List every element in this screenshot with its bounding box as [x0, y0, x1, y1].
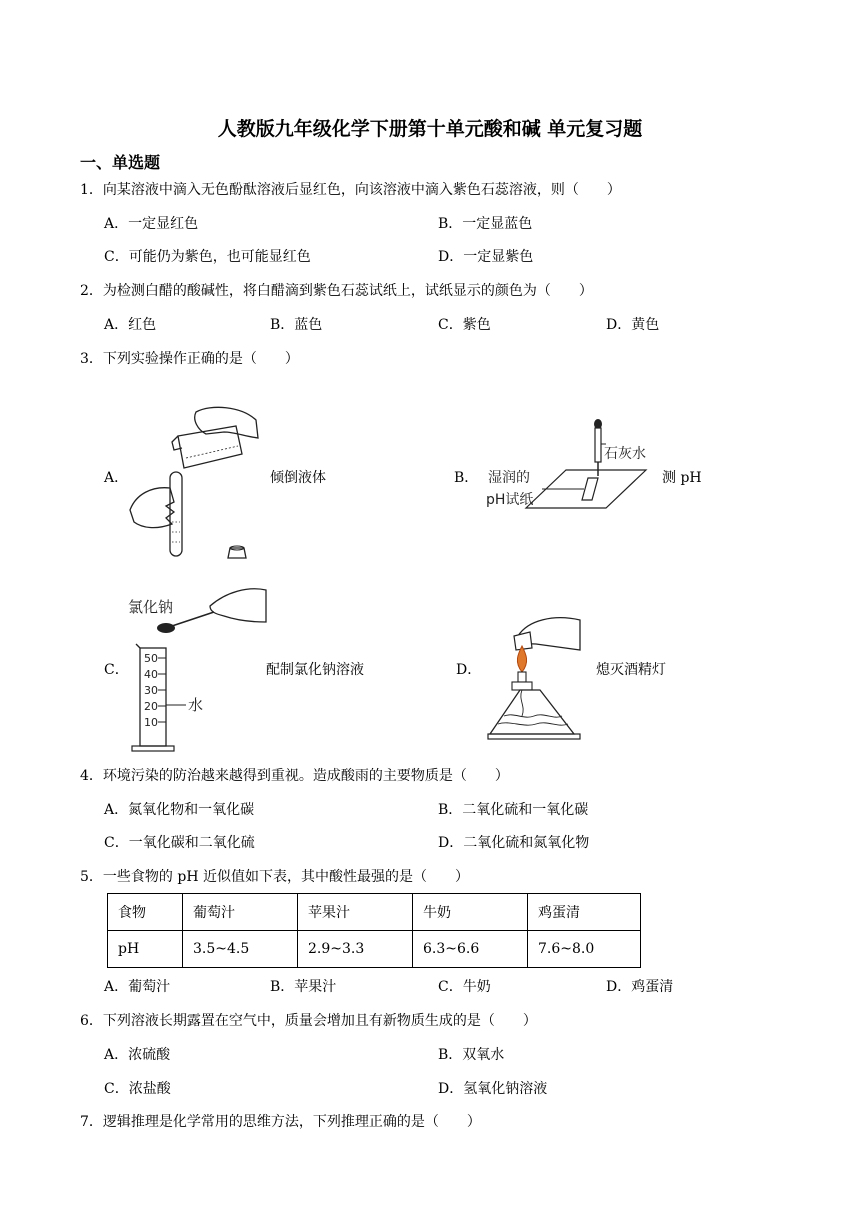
q4-option-b: B．二氧化硫和一氧化碳: [438, 802, 589, 818]
pouring-liquid-illustration: [126, 402, 266, 562]
scale-10: 10: [144, 716, 158, 729]
question-6: 6．下列溶液长期露置在空气中，质量会增加且有新物质生成的是（ ）: [80, 1013, 537, 1029]
q1-option-b: B．一定显蓝色: [438, 216, 533, 232]
alcohol-lamp-illustration: [484, 610, 584, 750]
q5-option-b: B．苹果汁: [270, 979, 337, 995]
ph-test-illustration: [480, 418, 656, 514]
q2-option-b: B．蓝色: [270, 317, 323, 333]
q5-option-d: D．鸡蛋清: [606, 979, 674, 995]
q2-option-d: D．黄色: [606, 317, 660, 333]
table-row: [108, 931, 641, 968]
q5-option-c: C．牛奶: [438, 979, 491, 995]
q3-option-d-letter: D．: [456, 662, 482, 678]
q6-option-c: C．浓盐酸: [104, 1081, 171, 1097]
q4-option-d: D．二氧化硫和氮氧化物: [438, 835, 590, 851]
ph-table: [107, 893, 641, 968]
scale-30: 30: [144, 684, 158, 697]
q2-option-c: C．紫色: [438, 317, 491, 333]
q3-option-a-caption: 倾倒液体: [270, 470, 326, 486]
table-row: [108, 894, 641, 931]
scale-20: 20: [144, 700, 158, 713]
question-5: 5．一些食物的 pH 近似值如下表，其中酸性最强的是（ ）: [80, 869, 469, 885]
q1-option-c: C．可能仍为紫色，也可能显红色: [104, 249, 311, 265]
question-7: 7．逻辑推理是化学常用的思维方法，下列推理正确的是（ ）: [80, 1114, 481, 1130]
water-label: 水: [188, 696, 204, 714]
q6-option-b: B．双氧水: [438, 1047, 505, 1063]
q3-option-d-caption: 熄灭酒精灯: [596, 662, 666, 678]
q6-option-a: A．浓硫酸: [104, 1047, 171, 1063]
nacl-solution-illustration: [128, 582, 272, 754]
table-cell: 苹果汁: [298, 894, 413, 931]
q6-option-d: D．氢氧化钠溶液: [438, 1081, 548, 1097]
q3-option-b-caption: 测 pH: [662, 470, 702, 486]
question-2: 2．为检测白醋的酸碱性，将白醋滴到紫色石蕊试纸上，试纸显示的颜色为（ ）: [80, 283, 593, 299]
q4-option-a: A．氮氧化物和一氧化碳: [104, 802, 255, 818]
table-cell: 3.5~4.5: [183, 931, 298, 968]
q1-option-d: D．一定显紫色: [438, 249, 534, 265]
page-title: 人教版九年级化学下册第十单元酸和碱 单元复习题: [217, 118, 643, 140]
table-cell: 7.6~8.0: [528, 931, 641, 968]
table-cell: 食物: [108, 894, 183, 931]
question-1: 1．向某溶液中滴入无色酚酞溶液后显红色，向该溶液中滴入紫色石蕊溶液，则（ ）: [80, 182, 621, 198]
table-cell: 鸡蛋清: [528, 894, 641, 931]
table-cell: 葡萄汁: [183, 894, 298, 931]
scale-40: 40: [144, 668, 158, 681]
question-4: 4．环境污染的防治越来越得到重视。造成酸雨的主要物质是（ ）: [80, 768, 509, 784]
q1-option-a: A．一定显红色: [104, 216, 199, 232]
q3-option-c-letter: C．: [104, 662, 129, 678]
scale-50: 50: [144, 652, 158, 665]
q3-option-c-caption: 配制氯化钠溶液: [266, 662, 364, 678]
table-cell: 牛奶: [413, 894, 528, 931]
q4-option-c: C．一氧化碳和二氧化硫: [104, 835, 255, 851]
table-cell: 6.3~6.6: [413, 931, 528, 968]
ph-paper-label: pH试纸: [486, 492, 534, 508]
limewater-label: 石灰水: [604, 446, 646, 462]
q2-option-a: A．红色: [104, 317, 157, 333]
nacl-label: 氯化钠: [128, 598, 174, 616]
q3-option-a-letter: A．: [104, 470, 129, 486]
section-heading: 一、单选题: [80, 153, 161, 172]
table-cell: 2.9~3.3: [298, 931, 413, 968]
table-cell: pH: [108, 931, 183, 968]
question-3: 3．下列实验操作正确的是（ ）: [80, 351, 299, 367]
wet-label: 湿润的: [488, 470, 530, 486]
q5-option-a: A．葡萄汁: [104, 979, 171, 995]
q3-option-b-letter: B．: [454, 470, 479, 486]
